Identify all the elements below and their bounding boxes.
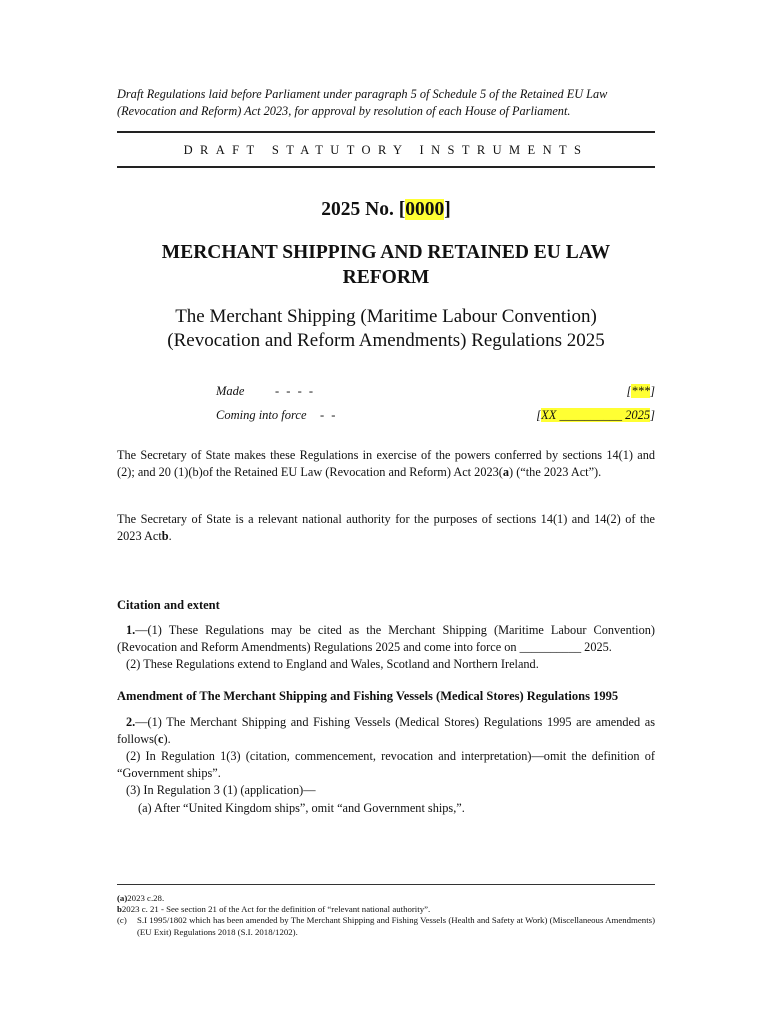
regulation-2-para-1-tail: ). [163, 731, 171, 746]
banner-bottom-rule [117, 166, 655, 168]
made-row [117, 384, 655, 402]
regulation-2-para-1-text: —(1) The Merchant Shipping and Fishing Vessels (Medical Stores) Regulations 1995 are amended as follows( [117, 715, 655, 746]
footnote-a-text: 2023 c.28. [127, 893, 165, 903]
regulation-1-para-1 [117, 622, 655, 655]
recital-1-text: The Secretary of State makes these Regulations in exercise of the powers conferred by sections 14(1) and (2); and 20 (1)(b)of the Retained EU Law (Revocation and Reform) Act 2023( [117, 448, 655, 479]
made-date [627, 384, 656, 399]
coming-into-force-row [117, 408, 655, 426]
regulation-1-para-1-text: —(1) These Regulations may be cited as the Merchant Shipping (Maritime Labour Convention) (Revocation and Reform Amendments) Regulations 2025 and come into force on __________ 2025. [117, 623, 655, 654]
force-date-open: [ [536, 408, 542, 422]
regulation-2-para-3: (3) In Regulation 3 (1) (application)— [126, 783, 316, 797]
relevant-authority-recital [117, 511, 655, 544]
force-date-placeholder: XX __________ 2025 [541, 408, 651, 422]
subject-line-2: REFORM [342, 267, 430, 288]
regulation-1-number: 1. [126, 623, 136, 637]
instrument-number-suffix: ] [444, 199, 451, 220]
recital-2-text: The Secretary of State is a relevant national authority for the purposes of sections 14(1) and 14(2) of the 2023 Act [117, 512, 655, 543]
enabling-powers-recital [117, 447, 655, 480]
footnote-ref-c[interactable]: c [158, 731, 164, 746]
made-dashes: - - - - [275, 384, 316, 398]
coming-into-force-dashes: - - [320, 408, 338, 422]
banner-top-rule [117, 131, 655, 133]
instrument-number-placeholder: 0000 [405, 199, 445, 220]
section-1-heading: Citation and extent [117, 598, 220, 612]
footnotes [117, 893, 655, 938]
recital-2-tail: . [168, 528, 172, 543]
regulation-2-para-3-a: (a) After “United Kingdom ships”, omit “and Government ships,”. [138, 801, 465, 815]
made-label: Made [216, 384, 245, 398]
footnote-b-text: 2023 c. 21 - See section 21 of the Act for the definition of “relevant national authority”. [121, 904, 431, 915]
made-date-open: [ [626, 384, 632, 398]
title-line-2: (Revocation and Reform Amendments) Regulations 2025 [167, 330, 605, 351]
footnote-ref-a[interactable]: a [502, 464, 510, 479]
instrument-number [117, 199, 655, 221]
regulation-2-para-2: (2) In Regulation 1(3) (citation, commencement, revocation and interpretation)—omit the definition of “Government ships”. [117, 749, 655, 780]
force-date-close: ] [650, 408, 655, 422]
instrument-number-prefix: 2025 No. [ [321, 199, 406, 220]
regulation-2-number: 2. [126, 715, 136, 729]
coming-into-force-date [536, 408, 655, 423]
regulation-2-para-1 [117, 714, 655, 747]
regulations-title [117, 305, 655, 353]
footnote-b-mark: b [117, 904, 122, 915]
footnote-c-mark: (c) [117, 915, 127, 926]
made-date-close: ] [650, 384, 655, 398]
subject-line-1: MERCHANT SHIPPING AND RETAINED EU LAW [161, 242, 611, 263]
footnote-c-text: S.I 1995/1802 which has been amended by The Merchant Shipping and Fishing Vessels (Health and Safety at Work) (Miscellaneous Amendments) (EU Exit) Regulations 2018 (S.I. 2018/1202). [137, 915, 655, 937]
footnote-ref-b[interactable]: b [161, 528, 169, 543]
section-2-heading: Amendment of The Merchant Shipping and Fishing Vessels (Medical Stores) Regulations 1995 [117, 689, 619, 703]
coming-into-force-label: Coming into force [216, 408, 307, 422]
footnote-rule [117, 884, 655, 885]
regulation-1-para-2: (2) These Regulations extend to England and Wales, Scotland and Northern Ireland. [126, 657, 539, 671]
recital-1-tail: ) (“the 2023 Act”). [509, 464, 602, 479]
footnote-b [117, 904, 655, 915]
footnote-c [117, 915, 655, 937]
draft-statutory-instruments-banner: DRAFT STATUTORY INSTRUMENTS [183, 143, 589, 157]
footnote-a [117, 893, 655, 904]
laying-note: Draft Regulations laid before Parliament under paragraph 5 of Schedule 5 of the Retained EU Law (Revocation and Reform) Act 2023, for approval by resolution of each House of Parliament. [117, 87, 608, 118]
title-line-1: The Merchant Shipping (Maritime Labour Convention) [175, 306, 597, 327]
made-date-placeholder: *** [631, 384, 651, 398]
footnote-a-mark: (a) [117, 893, 128, 903]
subject-heading [117, 240, 655, 290]
